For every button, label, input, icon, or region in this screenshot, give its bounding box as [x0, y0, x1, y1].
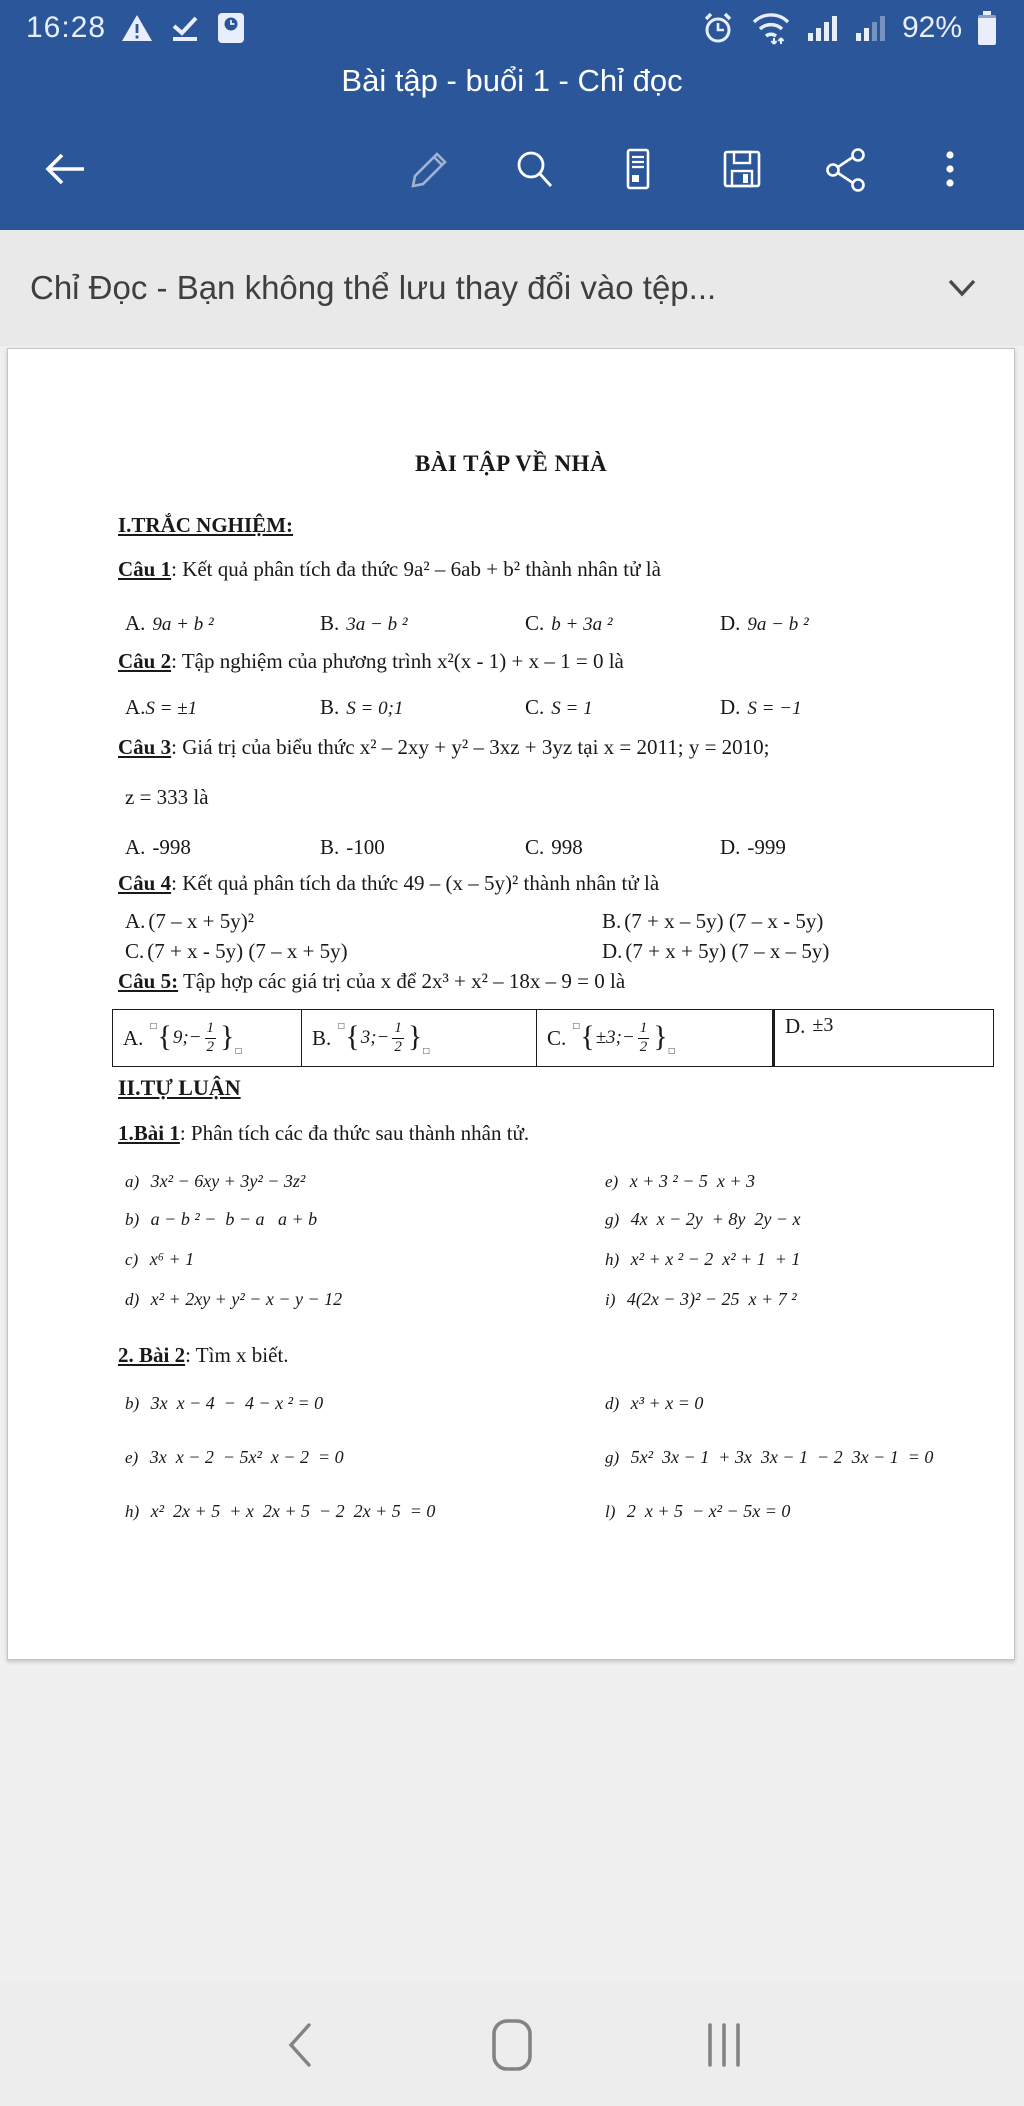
nav-back-icon	[283, 2019, 317, 2071]
warning-triangle-icon	[120, 12, 154, 44]
mobile-view-button[interactable]	[586, 134, 690, 204]
share-icon	[822, 145, 870, 193]
toolbar	[0, 106, 1024, 230]
bai2-row-3: h) x² 2x + 5 + x 2x + 5 − 2 2x + 5 = 0 l) 2 x + 5 − x² − 5x = 0	[125, 1501, 791, 1521]
check-underline-icon	[168, 12, 202, 44]
save-button[interactable]	[690, 134, 794, 204]
question-2-options: A.S = ±1 B. S = 0;1 C. S = 1 D. S = −1	[125, 695, 802, 719]
bai-2-heading: 2. Bài 2: Tìm x biết.	[118, 1343, 289, 1367]
question-5-table	[112, 1009, 994, 1067]
table-cell-b: B. □ { 3;− $\frac{1}{2}$ } □	[302, 1010, 537, 1066]
question-4-options-row2: C. (7 + x - 5y) (7 – x + 5y) D. (7 + x + 5y) (7 – x – 5y)	[125, 939, 830, 963]
pencil-icon	[406, 145, 454, 193]
bai1-row-4: d) x² + 2xy + y² − x − y − 12 i) 4(2x − 3)² − 25 x + 7 ²	[125, 1289, 797, 1309]
readonly-notice-bar[interactable]	[0, 230, 1024, 346]
more-button[interactable]	[898, 134, 1002, 204]
app-header	[0, 0, 1024, 230]
question-3: Câu 3: Giá trị của biểu thức x² – 2xy + y² – 3xz + 3yz tại x = 2011; y = 2010;	[118, 735, 770, 759]
table-cell-c: C. □ { ±3;− $\frac{1}{2}$ } □	[537, 1010, 773, 1066]
document-page	[7, 348, 1015, 1660]
mobile-view-icon	[614, 145, 662, 193]
doc-heading: BÀI TẬP VỀ NHÀ	[414, 451, 608, 476]
clock-time: 16:28	[26, 11, 107, 44]
bai1-row-1: a) 3x² − 6xy + 3y² − 3z² e) x + 3 ² − 5 x + 3	[125, 1171, 756, 1191]
android-nav-bar	[0, 1983, 1024, 2106]
save-icon	[718, 145, 766, 193]
battery-percent: 92%	[901, 11, 962, 44]
back-arrow-icon	[38, 145, 92, 193]
screen-capture-icon	[216, 11, 246, 45]
share-button[interactable]	[794, 134, 898, 204]
bai2-row-1: b) 3x x − 4 − 4 − x ² = 0 d) x³ + x = 0	[125, 1393, 704, 1413]
bai2-row-2: e) 3x x − 2 − 5x² x − 2 = 0 g) 5x² 3x − 1 + 3x 3x − 1 − 2 3x − 1 = 0	[125, 1447, 934, 1467]
question-1-options: A. 9a + b ² B. 3a − b ² C. b + 3a ² D. 9a − b ²	[125, 611, 809, 635]
nav-recents-button[interactable]	[689, 2010, 759, 2080]
question-4: Câu 4: Kết quả phân tích da thức 49 – (x – 5y)² thành nhân tử là	[118, 871, 660, 895]
question-4-options-row1: A. (7 – x + 5y)² B. (7 + x – 5y) (7 – x - 5y)	[125, 909, 824, 933]
signal-bars-icon	[806, 11, 840, 45]
document-canvas[interactable]	[0, 346, 1024, 1983]
edit-button[interactable]	[378, 134, 482, 204]
document-title-text: Bài tập - buổi 1 - Chỉ đọc	[341, 63, 683, 98]
more-vert-icon	[926, 145, 974, 193]
question-5: Câu 5: Tập hợp các giá trị của x để 2x³ + x² – 18x – 9 = 0 là	[118, 969, 626, 993]
back-button[interactable]	[30, 134, 100, 204]
wifi-icon	[750, 10, 792, 46]
document-title-bar	[0, 56, 1024, 106]
battery-icon	[976, 10, 998, 46]
table-cell-d: D. ±3	[773, 1010, 993, 1066]
question-1: Câu 1: Kết quả phân tích đa thức 9a² – 6ab + b² thành nhân tử là	[118, 557, 661, 581]
bai1-row-3: c) x⁶ + 1 h) x² + x ² − 2 x² + 1 + 1	[125, 1249, 801, 1269]
bai1-row-2: b) a − b ² − b − a a + b g) 4x x − 2y + 8y 2y − x	[125, 1209, 801, 1229]
status-bar	[0, 0, 1024, 56]
bai-1-heading: 1.Bài 1: Phân tích các đa thức sau thành nhân tử.	[118, 1121, 530, 1145]
section-1-heading: I.TRẮC NGHIỆM:	[118, 513, 294, 537]
nav-recents-icon	[702, 2019, 746, 2071]
nav-home-button[interactable]	[477, 2010, 547, 2080]
question-2: Câu 2: Tập nghiệm của phương trình x²(x - 1) + x – 1 = 0 là	[118, 649, 624, 673]
search-button[interactable]	[482, 134, 586, 204]
nav-back-button[interactable]	[265, 2010, 335, 2080]
nav-home-icon	[488, 2017, 536, 2073]
signal-bars2-icon	[854, 11, 888, 45]
chevron-down-icon[interactable]	[944, 276, 980, 300]
question-3-options: A. -998 B. -100 C. 998 D. -999	[125, 835, 786, 859]
table-cell-a: A. □ { 9;− $\frac{1}{2}$ } □	[113, 1010, 302, 1066]
alarm-icon	[700, 10, 736, 46]
section-2-heading: II.TỰ LUẬN	[118, 1075, 241, 1100]
search-icon	[510, 145, 558, 193]
question-3-line2: z = 333 là	[125, 785, 209, 809]
readonly-notice-text: Chỉ Đọc - Bạn không thể lưu thay đổi vào tệp...	[30, 269, 717, 306]
